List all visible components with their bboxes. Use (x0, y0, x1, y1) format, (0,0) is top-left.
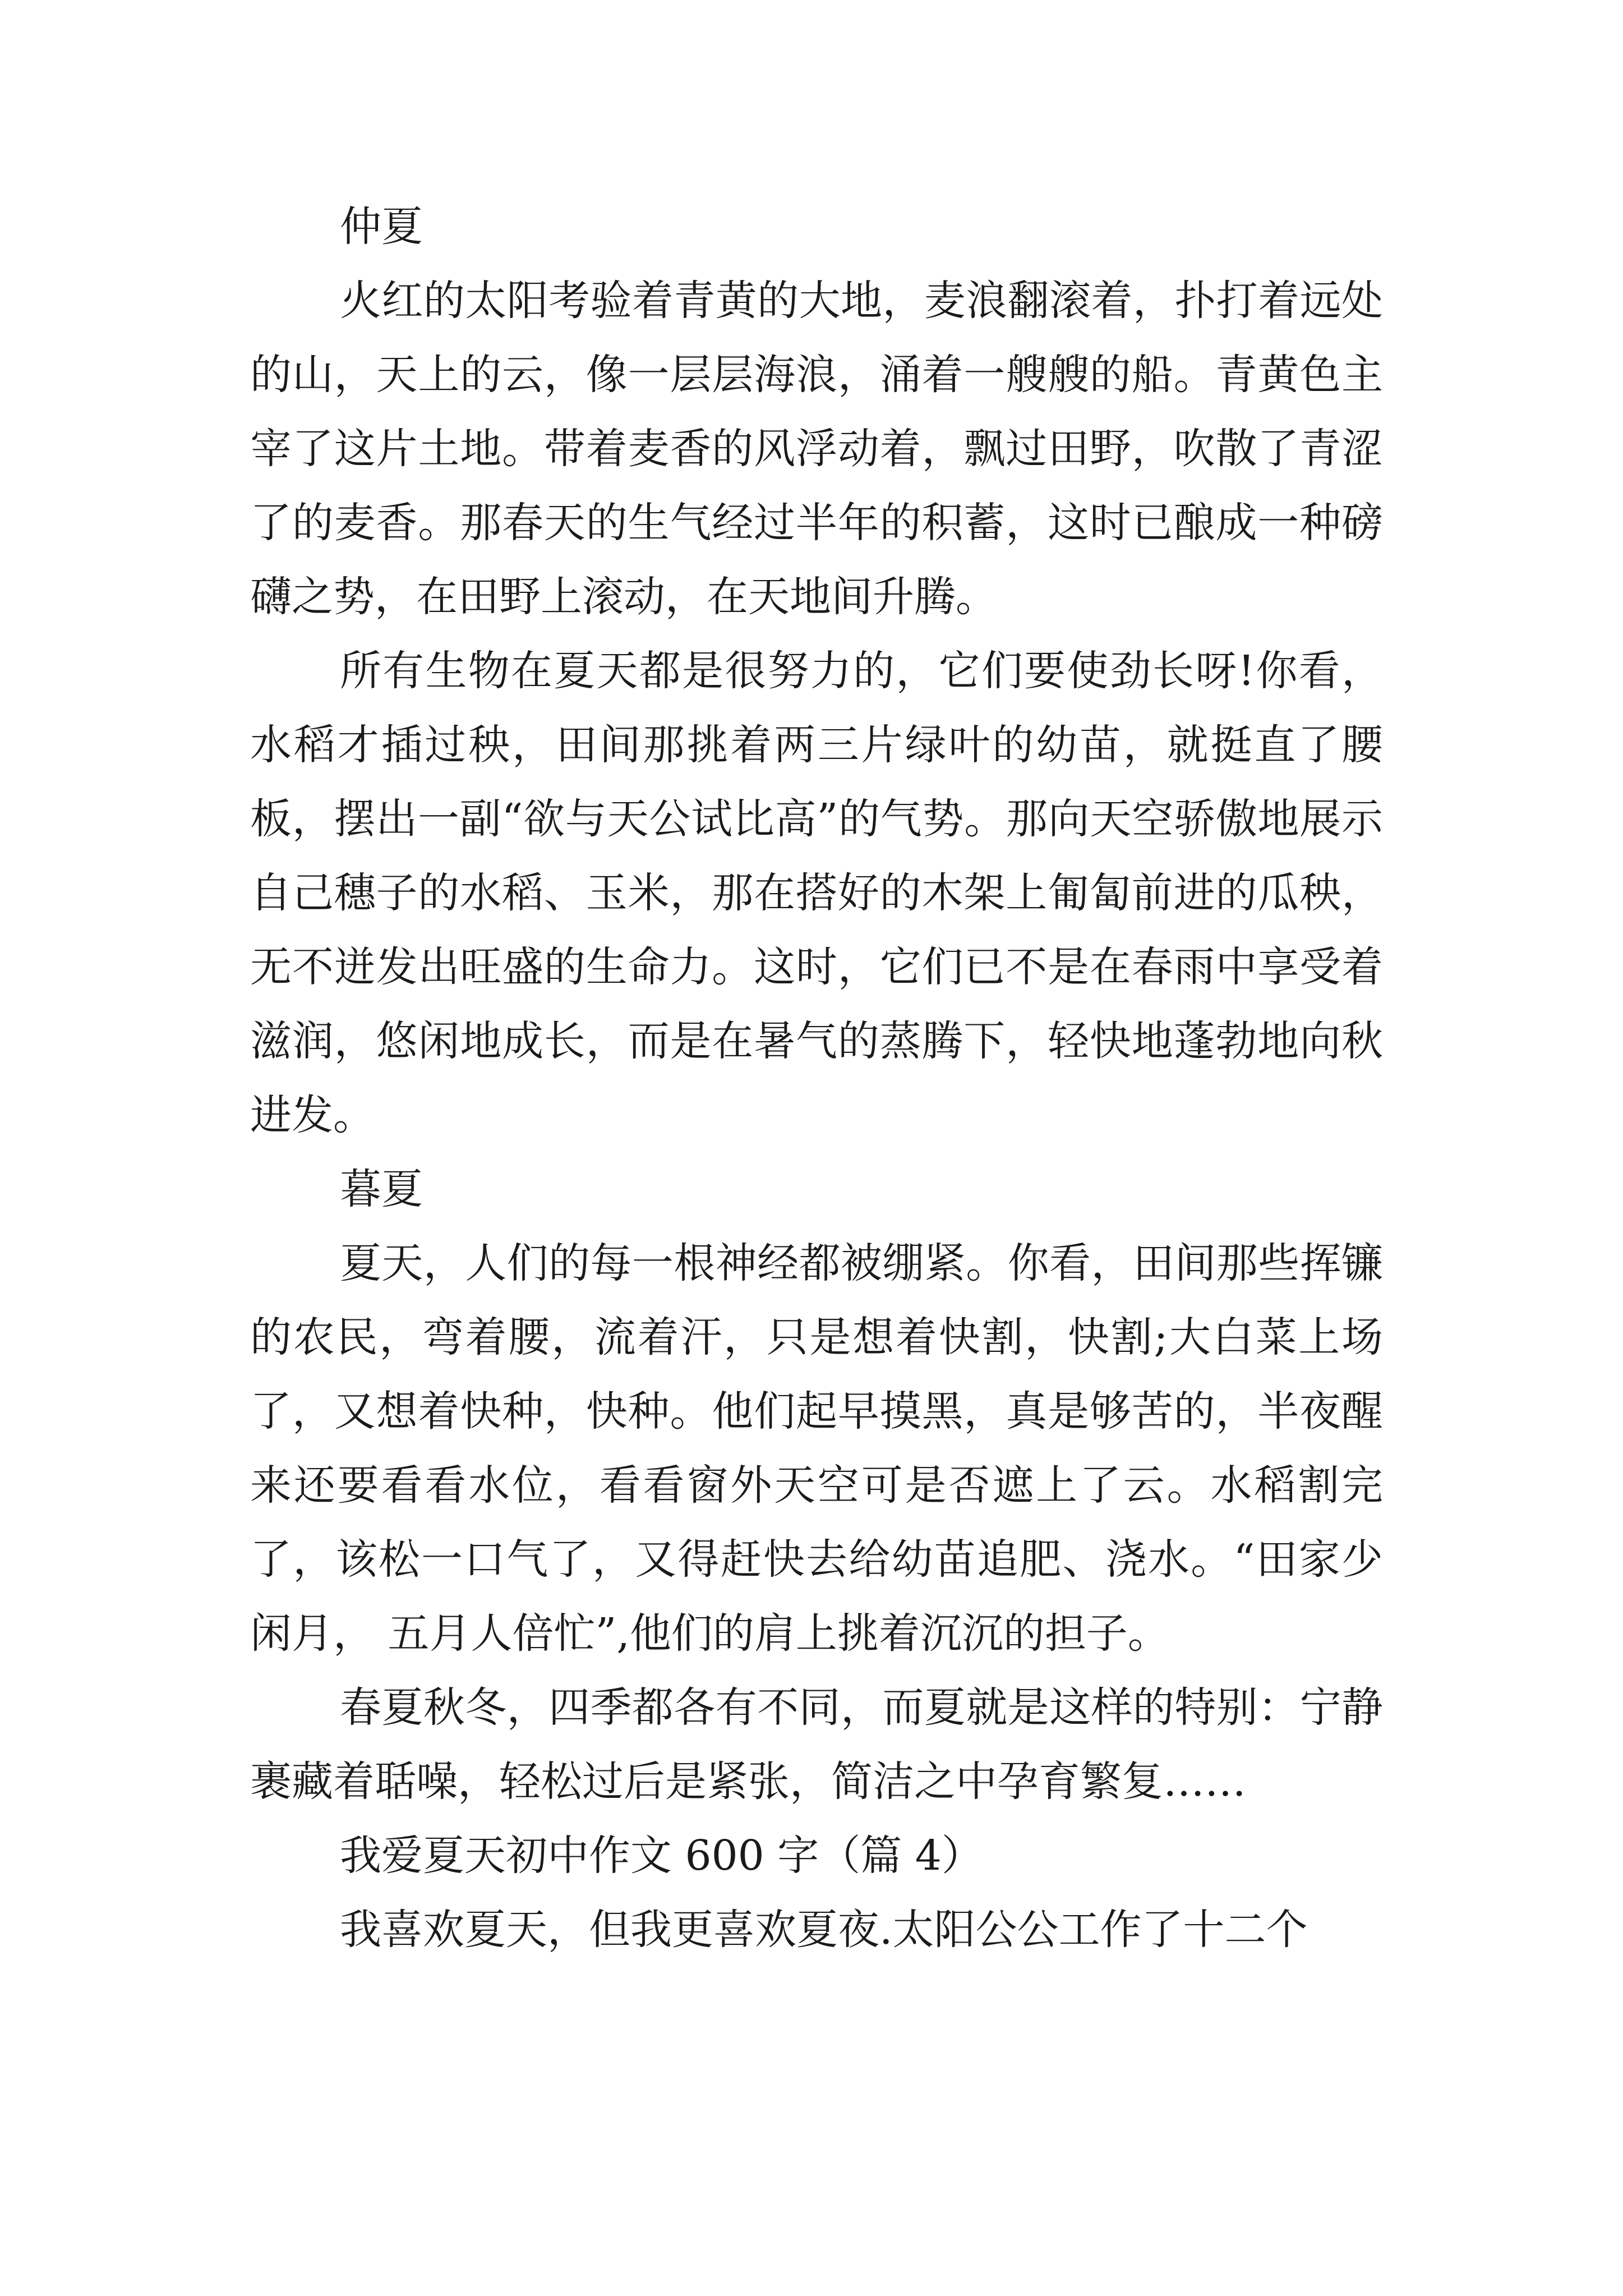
paragraph: 春夏秋冬，四季都各有不同，而夏就是这样的特别：宁静裹藏着聒噪，轻松过后是紧张，简洁之中孕育繁复…… (250, 1683, 1383, 1806)
paragraph: 夏天，人们的每一根神经都被绷紧。你看，田间那些挥镰的农民，弯着腰，流着汗，只是想着快割，快割;大白菜上场了，又想着快种，快种。他们起早摸黑，真是够苦的，半夜醒来还要看看水位，看看窗外天空可是否遮上了云。水稻割完了，该松一口气了，又得赶快去给幼苗追肥、浇水。“田家少闲月， 五月人倍忙”,他们的肩上挑着沉沉的担子。 (250, 1239, 1383, 1658)
section-heading-muxia: 暮夏 (340, 1165, 423, 1213)
document-body (250, 190, 1383, 1967)
section-heading-zhongxia: 仲夏 (340, 203, 423, 251)
essay-title: 我爱夏天初中作文 600 字（篇 4） (340, 1832, 983, 1880)
paragraph: 火红的太阳考验着青黄的大地，麦浪翻滚着，扑打着远处的山，天上的云，像一层层海浪，涌着一艘艘的船。青黄色主宰了这片土地。带着麦香的风浮动着，飘过田野，吹散了青涩了的麦香。那春天的生气经过半年的积蓄，这时已酿成一种磅礴之势，在田野上滚动，在天地间升腾。 (250, 277, 1383, 621)
paragraph: 所有生物在夏天都是很努力的，它们要使劲长呀!你看，水稻才插过秧，田间那挑着两三片绿叶的幼苗，就挺直了腰板，摆出一副“欲与天公试比高”的气势。那向天空骄傲地展示自己穗子的水稻、玉米，那在搭好的木架上匍匐前进的瓜秧，无不迸发出旺盛的生命力。这时，它们已不是在春雨中享受着滋润，悠闲地成长，而是在暑气的蒸腾下，轻快地蓬勃地向秋进发。 (250, 647, 1383, 1139)
paragraph: 我喜欢夏天，但我更喜欢夏夜.太阳公公工作了十二个 (340, 1906, 1308, 1954)
